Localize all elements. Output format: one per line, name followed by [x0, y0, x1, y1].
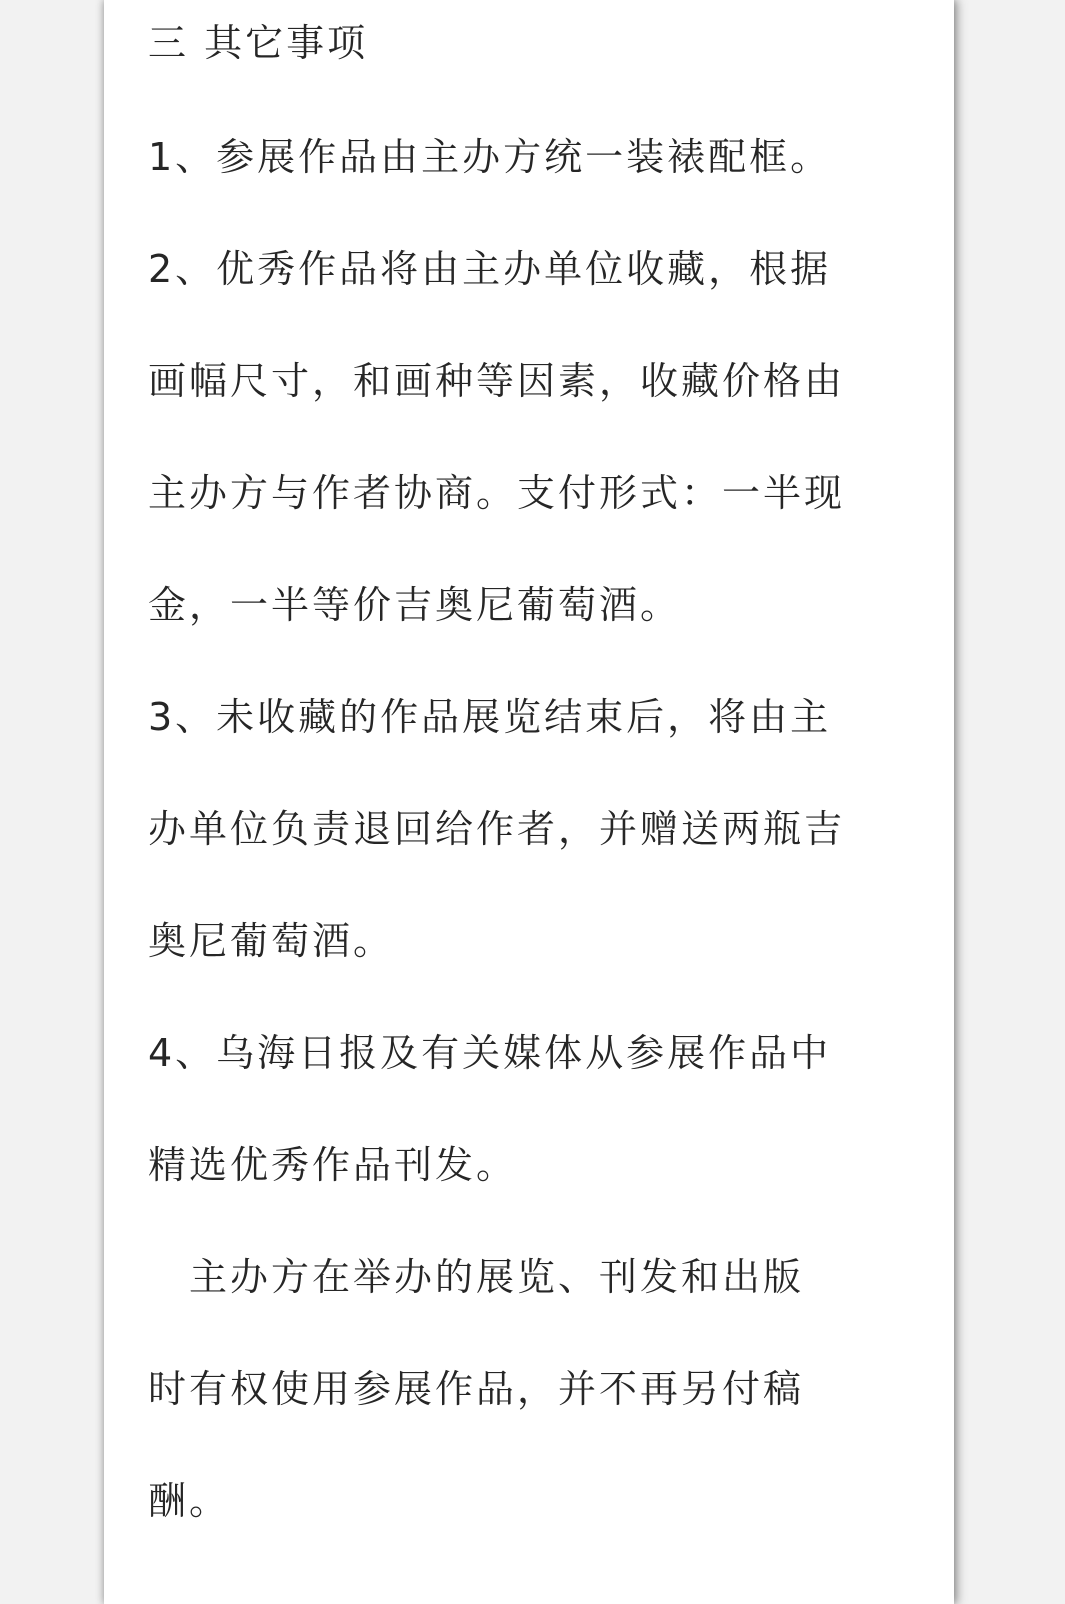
text-line-4: 主办方与作者协商。支付形式：一半现 [148, 471, 846, 515]
text-line-12: 时有权使用参展作品，并不再另付稿 [148, 1367, 805, 1411]
section-heading: 三 其它事项 [148, 21, 369, 65]
text-line-9: 4、乌海日报及有关媒体从参展作品中 [148, 1031, 832, 1075]
text-line-2: 2、优秀作品将由主办单位收藏，根据 [148, 247, 832, 291]
text-line-3: 画幅尺寸，和画种等因素，收藏价格由 [148, 359, 846, 403]
document-page [104, 0, 954, 1604]
text-line-8: 奥尼葡萄酒。 [148, 919, 395, 963]
text-line-6: 3、未收藏的作品展览结束后，将由主 [148, 695, 832, 739]
text-line-7: 办单位负责退回给作者，并赠送两瓶吉 [148, 807, 846, 851]
text-line-5: 金，一半等价吉奥尼葡萄酒。 [148, 583, 682, 627]
text-line-13: 酬。 [148, 1479, 231, 1523]
text-line-10: 精选优秀作品刊发。 [148, 1143, 518, 1187]
text-line-1: 1、参展作品由主办方统一装裱配框。 [148, 135, 832, 179]
text-line-11: 主办方在举办的展览、刊发和出版 [148, 1255, 805, 1299]
